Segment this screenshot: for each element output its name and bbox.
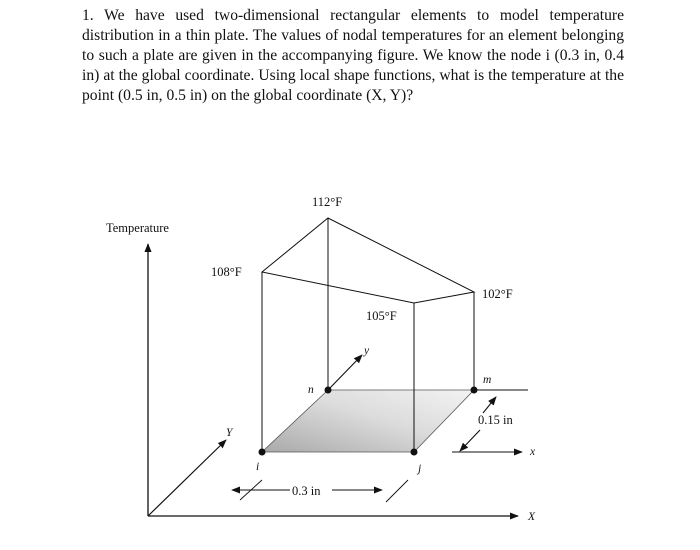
temp-n-label: 112°F xyxy=(312,195,343,209)
element-plate xyxy=(262,390,474,452)
local-x-label: x xyxy=(530,446,536,458)
problem-statement: 1. We have used two-dimensional rectangular elements to model temperature distribution in a thin plate. The values of nodal temperatures for an element belonging to such a plate are given in the accompanying figure. We know the node i (0.3 in, 0.4 in) at the global coordinate. Using local shape functions, what is the temperature at the point (0.5 in, 0.5 in) on the global coordinate (X, Y)? xyxy=(82,7,624,104)
node-m-label: m xyxy=(483,374,492,386)
node-i-label: i xyxy=(256,461,260,473)
axis-temperature-label: Temperature xyxy=(106,221,169,235)
local-y-axis xyxy=(328,355,362,390)
node-i-dot xyxy=(259,449,266,456)
dim-width-tick-right xyxy=(386,480,408,502)
dim-width-label: 0.3 in xyxy=(292,484,321,498)
node-n-dot xyxy=(325,387,332,394)
dim-height-label: 0.15 in xyxy=(478,413,513,427)
temp-i-label: 108°F xyxy=(211,265,242,279)
node-j-dot xyxy=(411,449,418,456)
temp-j-label: 105°F xyxy=(366,309,397,323)
node-m-dot xyxy=(471,387,478,394)
axis-X-label: X xyxy=(528,511,536,523)
global-y-axis xyxy=(148,440,226,516)
axis-Y-label: Y xyxy=(226,427,233,439)
node-j-label: j xyxy=(418,463,422,475)
temp-m-label: 102°F xyxy=(482,287,513,301)
dim-height-lower xyxy=(460,430,480,451)
node-n-label: n xyxy=(308,384,314,396)
dim-height-upper xyxy=(483,397,496,413)
local-y-label: y xyxy=(364,345,370,357)
temperature-surface xyxy=(262,218,474,303)
